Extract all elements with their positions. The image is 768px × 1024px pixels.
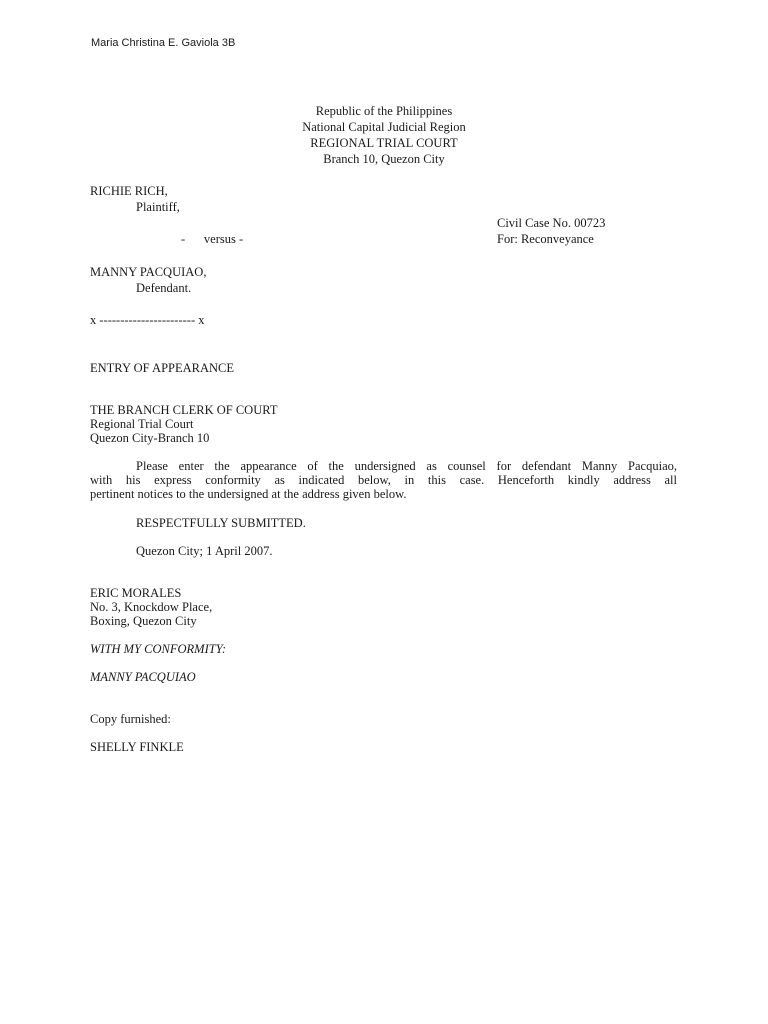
body-line-2: with his express conformity as indicated below, in this case. Henceforth kindly address all <box>90 473 677 487</box>
addressee-line-1: THE BRANCH CLERK OF COURT <box>90 403 278 417</box>
body-line-3: pertinent notices to the undersigned at the address given below. <box>90 487 407 501</box>
addressee-line-2: Regional Trial Court <box>90 417 194 431</box>
defendant-role: Defendant. <box>136 281 192 295</box>
document-title: ENTRY OF APPEARANCE <box>90 361 235 375</box>
court-line-republic: Republic of the Philippines <box>315 104 453 118</box>
court-line-branch: Branch 10, Quezon City <box>323 152 445 166</box>
signatory-name: ERIC MORALES <box>90 586 182 600</box>
date-place: Quezon City; 1 April 2007. <box>136 544 273 558</box>
plaintiff-role: Plaintiff, <box>136 200 180 214</box>
versus-label: - versus - <box>181 232 244 246</box>
author-line: Maria Christina E. Gaviola 3B <box>91 37 236 49</box>
addressee-line-3: Quezon City-Branch 10 <box>90 431 210 445</box>
copy-furnished-label: Copy furnished: <box>90 712 171 726</box>
defendant-name: MANNY PACQUIAO, <box>90 265 207 279</box>
conformity-label: WITH MY CONFORMITY: <box>90 642 226 656</box>
body-paragraph <box>90 459 677 501</box>
closing-statement: RESPECTFULLY SUBMITTED. <box>136 516 306 530</box>
case-nature: For: Reconveyance <box>497 232 594 246</box>
copy-furnished-name: SHELLY FINKLE <box>90 740 184 754</box>
conformity-name: MANNY PACQUIAO <box>90 670 196 684</box>
caption-separator: x ----------------------- x <box>90 313 205 327</box>
court-line-rtc: REGIONAL TRIAL COURT <box>310 136 458 150</box>
body-line-1: Please enter the appearance of the undersigned as counsel for defendant Manny Pacquiao, <box>136 459 677 473</box>
case-number: Civil Case No. 00723 <box>497 216 606 230</box>
signatory-address-1: No. 3, Knockdow Place, <box>90 600 213 614</box>
plaintiff-name: RICHIE RICH, <box>90 184 168 198</box>
signatory-address-2: Boxing, Quezon City <box>90 614 197 628</box>
court-line-region: National Capital Judicial Region <box>302 120 466 134</box>
